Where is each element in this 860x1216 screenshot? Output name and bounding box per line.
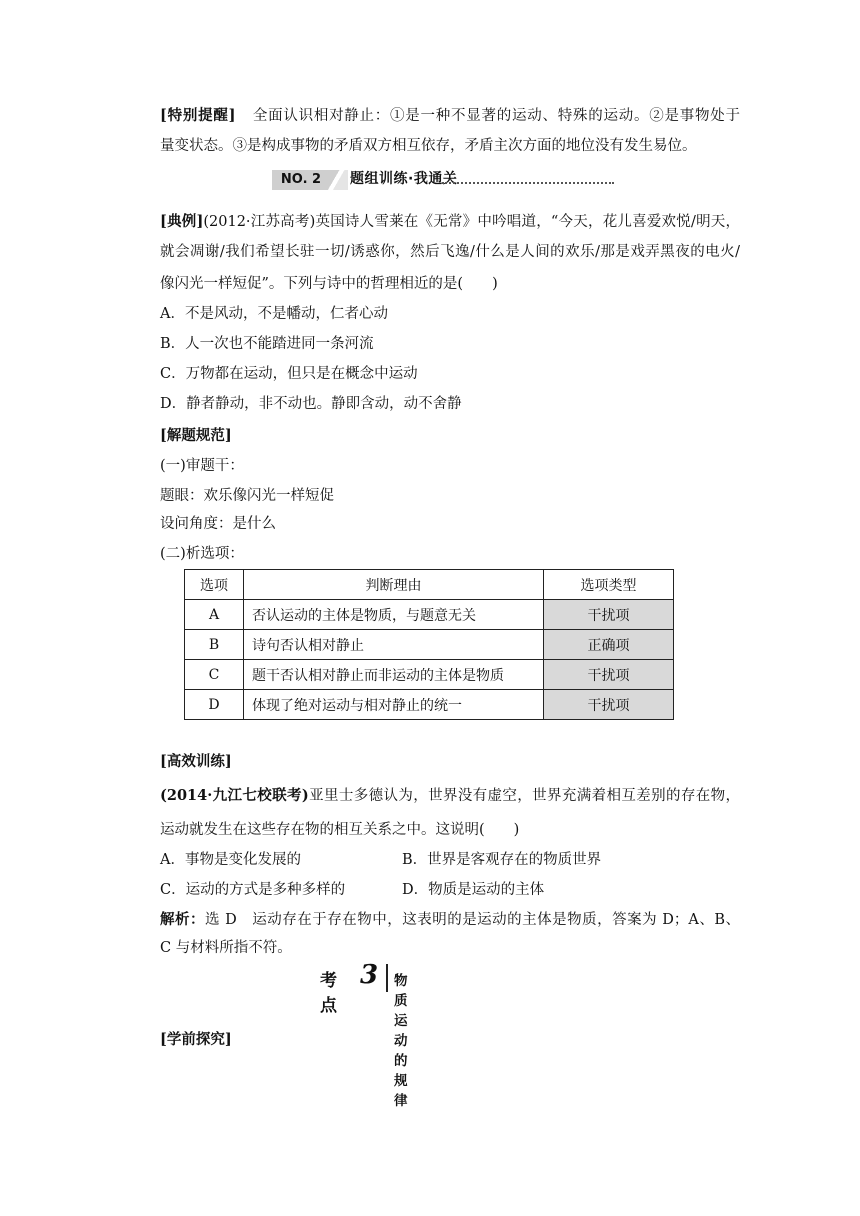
table-cell-type: 干扰项 [544,690,674,720]
options-analysis-table [184,569,674,720]
section-banner [272,166,618,194]
solution-angle: 设问角度：是什么 [160,516,276,532]
banner-slash-decoration [326,170,348,190]
kaodian-title: 物质运动的规律 [394,973,408,1109]
table-row [185,660,674,690]
training-text-2: 运动就发生在这些存在物的相互关系之中。这说明( ) [160,822,520,838]
example-option-c: C．万物都在运动，但只是在概念中运动 [160,366,418,382]
table-cell-reason: 体现了绝对运动与相对静止的统一 [244,690,544,720]
table-cell-option: A [185,600,244,630]
kaodian-number: 3 [360,960,379,990]
example-option-a: A．不是风动，不是幡动，仁者心动 [160,306,388,322]
solution-step1: (一)审题干： [160,458,244,474]
banner-number: NO. 2 [272,170,330,190]
banner-title: 题组训练·我通关 [350,171,458,187]
banner-dotted-line [442,182,614,184]
solution-label: [解题规范] [160,427,232,444]
explore-label: [学前探究] [160,1031,232,1048]
table-header-option: 选项 [185,570,244,600]
tip-text-1: 全面认识相对静止：①是一种不显著的运动、特殊的运动。②是事物处于 [252,108,740,124]
training-answer-label: 解析： [160,911,205,928]
table-row [185,630,674,660]
table-row [185,600,674,630]
example-option-b: B．人一次也不能踏进同一条河流 [160,336,374,352]
table-cell-option: C [185,660,244,690]
kaodian-divider [386,964,388,992]
table-cell-type: 干扰项 [544,660,674,690]
training-option-c: C．运动的方式是多种多样的 [160,882,346,898]
table-header-type: 选项类型 [544,570,674,600]
table-cell-type: 正确项 [544,630,674,660]
example-label: [典例] [160,213,204,230]
example-source: (2012·江苏高考) [203,214,316,230]
table-cell-type: 干扰项 [544,600,674,630]
training-source: (2014·九江七校联考) [160,787,309,804]
table-header-reason: 判断理由 [244,570,544,600]
solution-eye: 题眼：欢乐像闪光一样短促 [160,488,334,504]
tip-text-2: 量变状态。③是构成事物的矛盾双方相互依存，矛盾主次方面的地位没有发生易位。 [160,138,697,154]
table-cell-reason: 否认运动的主体是物质，与题意无关 [244,600,544,630]
training-answer-text-1: 选 D 运动存在于存在物中，这表明的是运动的主体是物质，答案为 D；A、B、 [205,912,741,928]
training-answer-line1 [160,908,740,929]
training-option-b: B．世界是客观存在的物质世界 [402,852,602,868]
training-label: [高效训练] [160,753,232,770]
example-text-2: 就会凋谢/我们希望长驻一切/诱惑你，然后飞逸/什么是人间的欢乐/那是戏弄黑夜的电火/ [160,244,740,260]
training-text-1: 亚里士多德认为，世界没有虚空，世界充满着相互差别的存在物， [308,788,740,804]
training-line1 [160,784,740,805]
example-line1 [160,210,740,231]
table-row [185,690,674,720]
kaodian-label: 考点 [320,971,337,1016]
example-text-3: 像闪光一样短促”。下列与诗中的哲理相近的是( ) [160,276,498,292]
table-cell-reason: 诗句否认相对静止 [244,630,544,660]
solution-step2: (二)析选项： [160,546,244,562]
table-header-row [185,570,674,600]
training-answer-text-2: C 与材料所指不符。 [160,940,292,956]
tip-paragraph-line1 [160,104,740,125]
example-text-1: 英国诗人雪莱在《无常》中吟唱道，“今天，花儿喜爱欢悦/明天， [315,214,741,230]
table-cell-option: D [185,690,244,720]
tip-label: [特别提醒] [160,107,236,124]
example-option-d: D．静者静动，非不动也。静即含动，动不舍静 [160,396,462,412]
training-option-d: D．物质是运动的主体 [402,882,545,898]
table-cell-reason: 题干否认相对静止而非运动的主体是物质 [244,660,544,690]
training-option-a: A．事物是变化发展的 [160,852,301,868]
table-cell-option: B [185,630,244,660]
